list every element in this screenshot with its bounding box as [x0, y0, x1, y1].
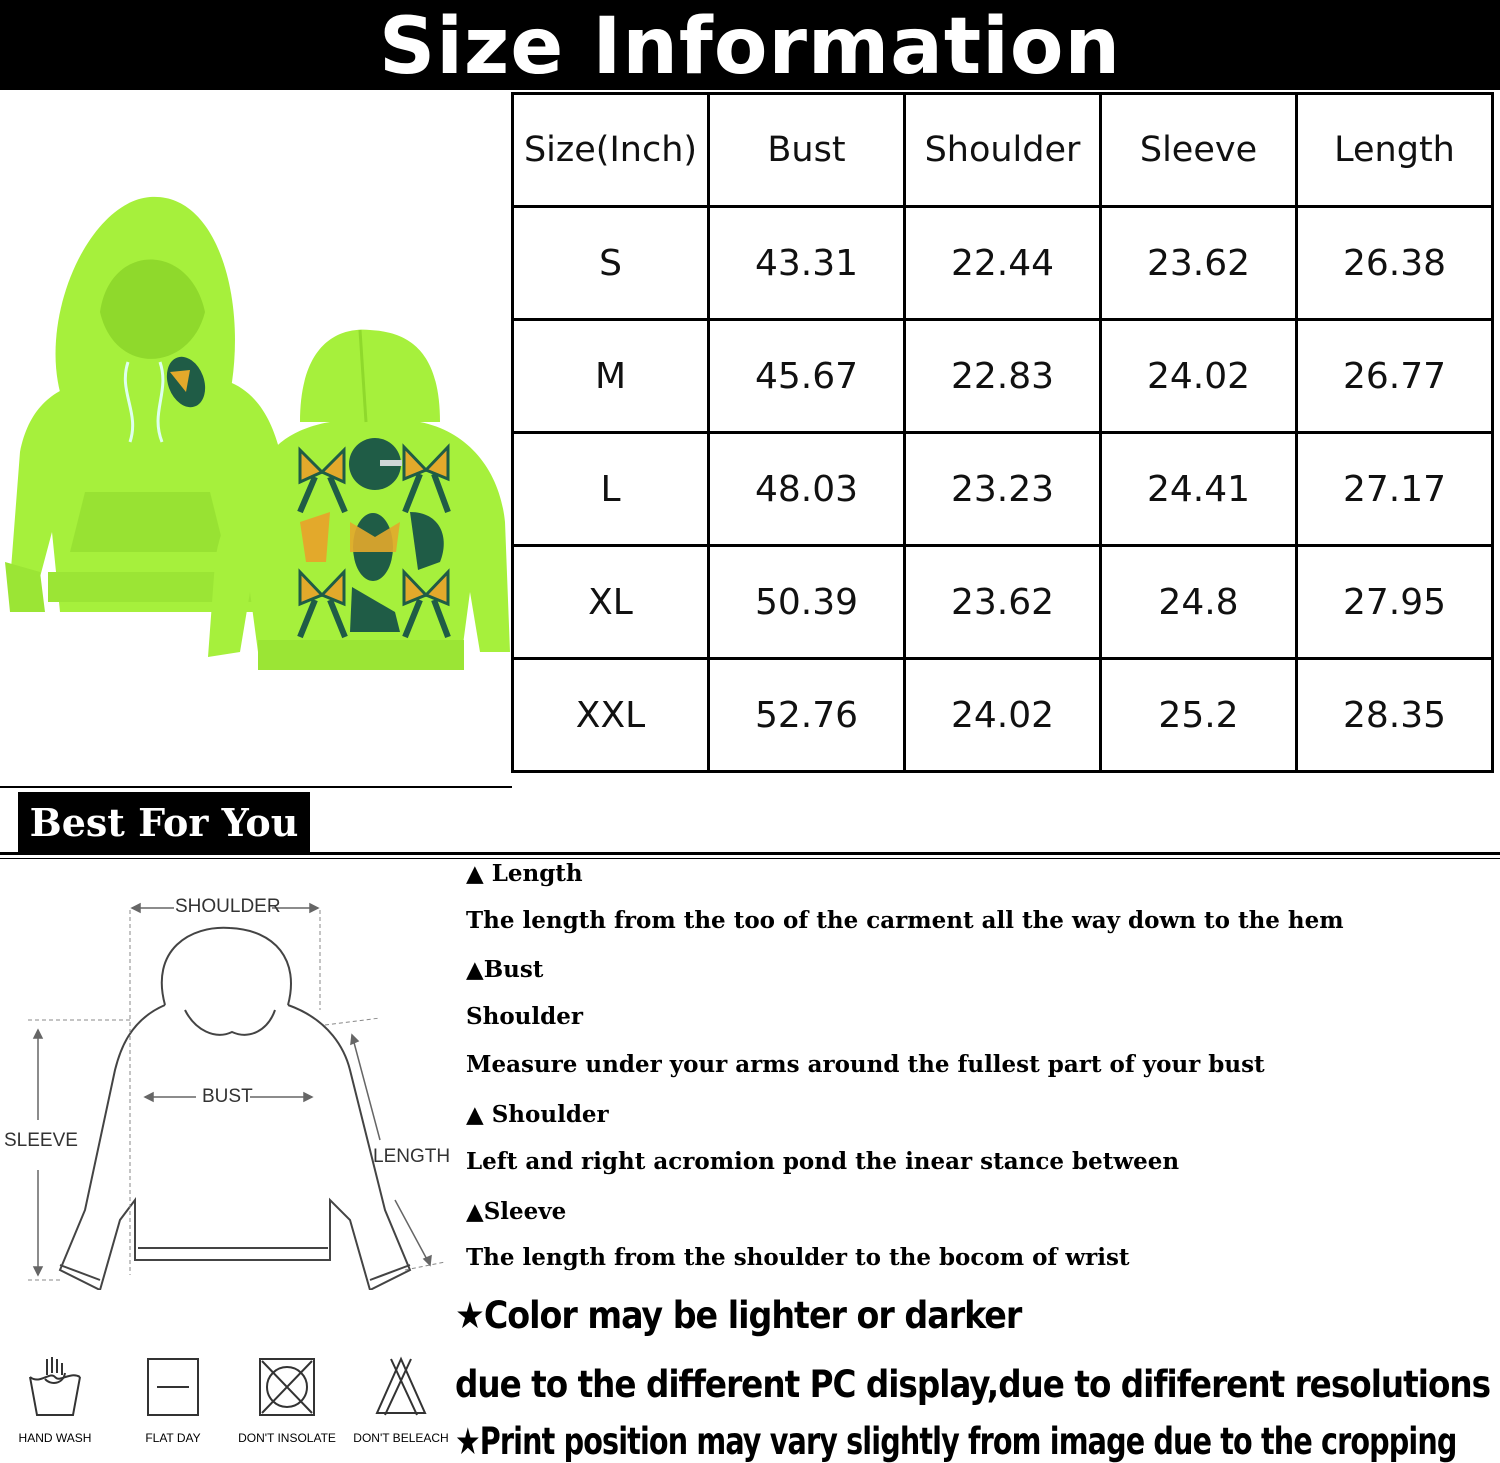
table-cell: 27.95 [1298, 547, 1491, 657]
table-cell: 28.35 [1298, 660, 1491, 770]
product-image [0, 92, 512, 786]
table-cell: 25.2 [1102, 660, 1295, 770]
table-cell: 24.02 [906, 660, 1099, 770]
note-text: Measure under your arms around the fullest part of your bust [466, 1051, 1265, 1078]
care-label: HAND WASH [18, 1431, 92, 1445]
size-chart-table [511, 92, 1494, 773]
table-cell: 23.62 [906, 547, 1099, 657]
note-text: Shoulder [466, 1003, 583, 1030]
dont-insolate-icon [257, 1355, 317, 1419]
page-title: Size Information [379, 2, 1121, 92]
table-row [514, 434, 1491, 544]
table-cell: 26.38 [1298, 208, 1491, 318]
table-header-row [514, 95, 1491, 205]
column-header: Sleeve [1102, 95, 1295, 205]
sleeve-label: SLEEVE [4, 1130, 78, 1151]
table-cell: 43.31 [710, 208, 903, 318]
table-cell: L [514, 434, 707, 544]
table-cell: 48.03 [710, 434, 903, 544]
divider [0, 858, 1500, 859]
column-header: Bust [710, 95, 903, 205]
table-cell: 52.76 [710, 660, 903, 770]
note-text: The length from the shoulder to the bocom of wrist [466, 1244, 1130, 1271]
divider [0, 852, 1500, 855]
color-disclaimer: ★Color may be lighter or darker [455, 1294, 1022, 1337]
care-dont-insolate [232, 1355, 342, 1460]
table-cell: 24.8 [1102, 547, 1295, 657]
shoulder-label: SHOULDER [175, 896, 281, 917]
display-disclaimer: due to the different PC display,due to dififerent resolutions [455, 1363, 1491, 1406]
table-cell: 24.02 [1102, 321, 1295, 431]
note-text: The length from the too of the carment all the way down to the hem [466, 907, 1344, 934]
hoodie-outline-icon [0, 870, 460, 1290]
care-label: DON'T BELEACH [353, 1431, 449, 1445]
table-row [514, 660, 1491, 770]
table-row [514, 208, 1491, 318]
bust-label: BUST [202, 1086, 253, 1107]
table-row [514, 547, 1491, 657]
note-heading: ▲Bust [466, 956, 544, 983]
care-label: FLAT DAY [145, 1431, 201, 1445]
length-label: LENGTH [373, 1146, 451, 1167]
table-cell: XXL [514, 660, 707, 770]
care-dont-bleach [346, 1355, 456, 1460]
column-header: Length [1298, 95, 1491, 205]
green-hoodie-image [0, 92, 512, 786]
table-cell: 22.83 [906, 321, 1099, 431]
care-label: DON'T INSOLATE [238, 1431, 336, 1445]
dont-bleach-icon [371, 1355, 431, 1419]
column-header: Size(Inch) [514, 95, 707, 205]
table-cell: 26.77 [1298, 321, 1491, 431]
table-cell: XL [514, 547, 707, 657]
hand-wash-icon [25, 1355, 85, 1419]
note-heading: ▲ Length [466, 860, 583, 887]
flat-dry-icon [145, 1355, 201, 1419]
table-cell: 23.23 [906, 434, 1099, 544]
table-row [514, 321, 1491, 431]
table-cell: 22.44 [906, 208, 1099, 318]
table-cell: 27.17 [1298, 434, 1491, 544]
divider [0, 786, 512, 788]
table-cell: 24.41 [1102, 434, 1295, 544]
table-cell: S [514, 208, 707, 318]
care-flat-dry [118, 1355, 228, 1460]
note-heading: ▲ Shoulder [466, 1101, 609, 1128]
care-hand-wash [0, 1355, 110, 1460]
table-cell: M [514, 321, 707, 431]
table-cell: 50.39 [710, 547, 903, 657]
measurement-diagram [0, 870, 460, 1290]
table-cell: 23.62 [1102, 208, 1295, 318]
section-title: Best For You [29, 800, 299, 845]
print-disclaimer: ★Print position may vary slightly from image due to the cropping [455, 1420, 1457, 1463]
note-heading: ▲Sleeve [466, 1198, 567, 1225]
table-cell: 45.67 [710, 321, 903, 431]
column-header: Shoulder [906, 95, 1099, 205]
note-text: Left and right acromion pond the inear stance between [466, 1148, 1180, 1175]
